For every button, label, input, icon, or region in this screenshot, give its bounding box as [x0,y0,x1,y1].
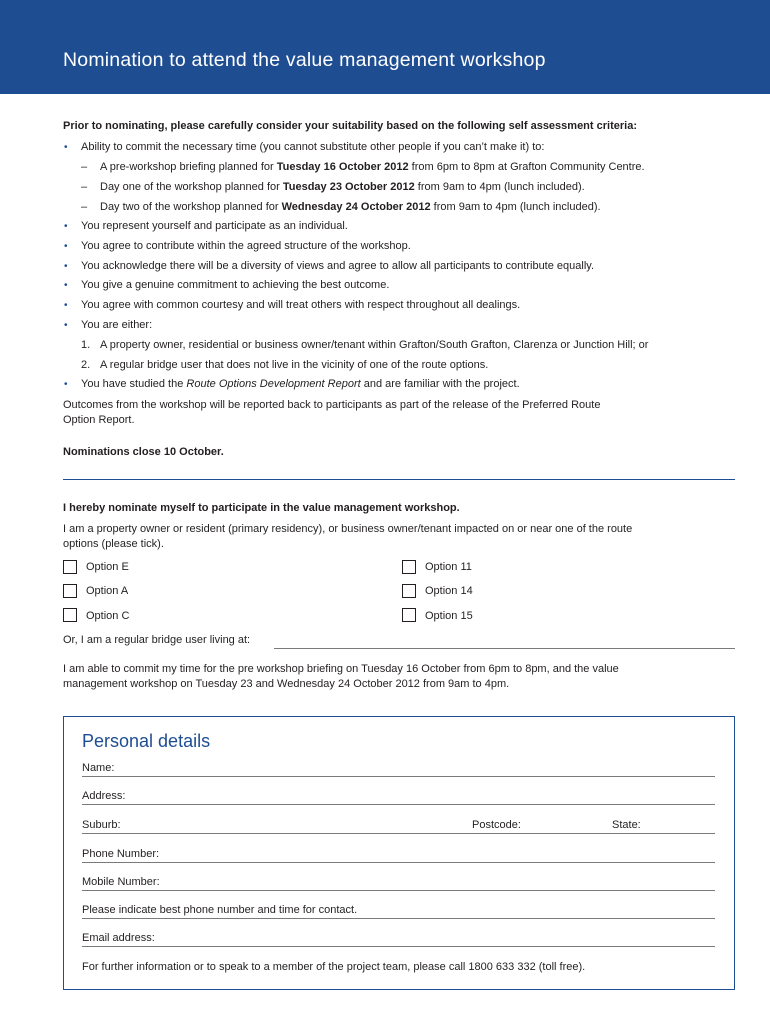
criteria-bullet: You give a genuine commitment to achieving the best outcome. [81,279,390,291]
bridge-user-label: Or, I am a regular bridge user living at: [63,634,251,646]
commit-text: management workshop on Tuesday 23 and Wednesday 24 October 2012 from 9am to 4pm. [63,678,510,690]
nominations-close: Nominations close 10 October. [63,446,224,458]
personal-details-title: Personal details [82,731,211,751]
bullet-icon: • [64,221,68,232]
section-divider [63,479,735,480]
list-number: 1. [81,339,91,351]
state-label: State: [612,819,641,831]
address-label: Address: [82,790,126,802]
mobile-label: Mobile Number: [82,876,160,888]
nomination-heading: I hereby nominate myself to participate in the value management workshop. [63,502,460,514]
option-label: Option 11 [425,561,472,573]
owner-text: options (please tick). [63,538,164,550]
option-c-checkbox[interactable] [63,608,77,622]
best-contact-label: Please indicate best phone number and time for contact. [82,904,358,916]
suburb-input[interactable] [130,818,465,832]
field-underline [82,890,715,891]
option-label: Option E [86,561,129,573]
field-underline [82,776,715,777]
criteria-bullet: You represent yourself and participate as an individual. [81,220,348,232]
postcode-input[interactable] [530,818,606,832]
criteria-commit: Ability to commit the necessary time (you cannot substitute other people if you can’t make it) to: [81,141,545,153]
criteria-bullet: You are either: [81,319,153,331]
postcode-label: Postcode: [472,819,521,831]
option-a-checkbox[interactable] [63,584,77,598]
criteria-bullet: You agree to contribute within the agreed structure of the workshop. [81,240,411,252]
dash-icon: – [81,161,88,173]
bullet-icon: • [64,241,68,252]
dash-icon: – [81,181,88,193]
contact-info: For further information or to speak to a member of the project team, please call 1800 633 332 (toll free). [82,961,586,973]
option-label: Option 14 [425,585,473,597]
bullet-icon: • [64,280,68,291]
session-day-one: Day one of the workshop planned for Tuesday 23 October 2012 from 9am to 4pm (lunch included). [100,181,585,193]
either-option: A property owner, residential or business owner/tenant within Grafton/South Grafton, Clarenza or Junction Hill; or [100,339,649,351]
field-underline [82,918,715,919]
outcomes-text: Outcomes from the workshop will be reported back to participants as part of the release of the Preferred Route [63,399,601,411]
option-14-checkbox[interactable] [402,584,416,598]
criteria-heading: Prior to nominating, please carefully consider your suitability based on the following self assessment criteria: [63,120,637,132]
bullet-icon: • [64,320,68,331]
name-label: Name: [82,762,115,774]
option-label: Option 15 [425,610,473,622]
email-label: Email address: [82,932,155,944]
name-input[interactable] [122,761,712,775]
option-11-checkbox[interactable] [402,560,416,574]
option-15-checkbox[interactable] [402,608,416,622]
bullet-icon: • [64,142,68,153]
commit-text: I am able to commit my time for the pre workshop briefing on Tuesday 16 October from 6pm to 8pm, and the value [63,663,619,675]
session-day-two: Day two of the workshop planned for Wednesday 24 October 2012 from 9am to 4pm (lunch included). [100,201,601,213]
owner-text: I am a property owner or resident (primary residency), or business owner/tenant impacted on or near one of the route [63,523,633,535]
phone-label: Phone Number: [82,848,160,860]
option-e-checkbox[interactable] [63,560,77,574]
email-input[interactable] [168,931,712,945]
outcomes-text: Option Report. [63,414,135,426]
bullet-icon: • [64,300,68,311]
header-banner [0,0,770,94]
suburb-label: Suburb: [82,819,121,831]
mobile-input[interactable] [176,875,712,889]
bullet-icon: • [64,261,68,272]
field-underline [82,862,715,863]
page-title: Nomination to attend the value management workshop [63,49,546,71]
session-briefing: A pre-workshop briefing planned for Tuesday 16 October 2012 from 6pm to 8pm at Grafton Community Centre. [100,161,645,173]
option-label: Option C [86,610,130,622]
field-underline [274,648,735,649]
address-input[interactable] [136,789,712,803]
best-contact-input[interactable] [398,903,712,917]
criteria-bullet: You agree with common courtesy and will treat others with respect throughout all dealings. [81,299,521,311]
field-underline [82,804,715,805]
field-underline [82,833,715,834]
field-underline [82,946,715,947]
bridge-user-address-input[interactable] [280,633,730,647]
phone-input[interactable] [172,847,712,861]
either-option: A regular bridge user that does not live in the vicinity of one of the route options. [100,359,489,371]
criteria-studied: You have studied the Route Options Development Report and are familiar with the project. [81,378,520,390]
dash-icon: – [81,201,88,213]
state-input[interactable] [646,818,712,832]
list-number: 2. [81,359,91,371]
option-label: Option A [86,585,129,597]
bullet-icon: • [64,379,68,390]
criteria-bullet: You acknowledge there will be a diversity of views and agree to allow all participants to contribute equally. [81,260,595,272]
